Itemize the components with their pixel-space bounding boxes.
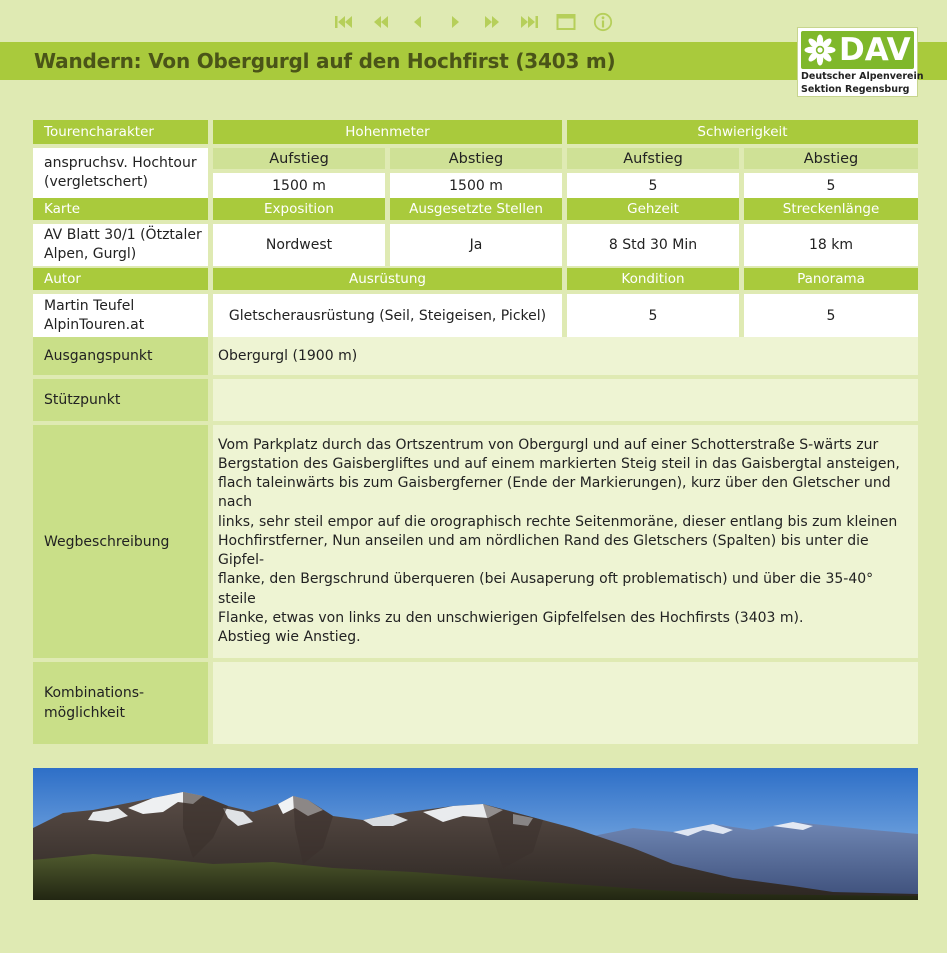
route-description: [218, 436, 910, 647]
header-streckenlaenge: Streckenlänge: [744, 198, 918, 220]
value-hm-abstieg: 1500 m: [390, 173, 562, 198]
header-gehzeit: Gehzeit: [567, 198, 739, 220]
value-tourencharakter-line-2: (vergletschert): [44, 174, 148, 190]
subheader-sw-abstieg: Abstieg: [744, 148, 918, 169]
value-tourencharakter: [33, 148, 208, 198]
header-karte: Karte: [33, 198, 208, 220]
value-streckenlaenge: 18 km: [744, 224, 918, 266]
value-exposition: Nordwest: [213, 224, 385, 266]
next-section-button[interactable]: [474, 8, 511, 36]
route-line: Vom Parkplatz durch das Ortszentrum von Obergurgl und auf einer Schotterstraße S-wärts zur: [218, 436, 879, 453]
last-page-button[interactable]: [511, 8, 548, 36]
value-gehzeit: 8 Std 30 Min: [567, 224, 739, 266]
header-autor: Autor: [33, 268, 208, 290]
value-hm-aufstieg: 1500 m: [213, 173, 385, 198]
prev-section-button[interactable]: [363, 8, 400, 36]
window-icon: [556, 13, 576, 31]
value-ausruestung: Gletscherausrüstung (Seil, Steigeisen, Pickel): [213, 294, 562, 337]
page-title: Wandern: Von Obergurgl auf den Hochfirst (3403 m): [34, 49, 616, 73]
route-line: Abstieg wie Anstieg.: [218, 628, 361, 645]
value-wegbeschreibung: [213, 425, 918, 658]
label-stuetzpunkt: Stützpunkt: [33, 379, 208, 421]
header-hohenmeter: Hohenmeter: [213, 120, 562, 144]
next-page-button[interactable]: [437, 8, 474, 36]
value-panorama: 5: [744, 294, 918, 337]
header-exposition: Exposition: [213, 198, 385, 220]
route-line: flach taleinwärts bis zum Gaisbergferner (Ende der Markierungen), kurz über den Gletscher und nach: [218, 475, 891, 511]
first-page-button[interactable]: [326, 8, 363, 36]
value-ausgangspunkt: Obergurgl (1900 m): [213, 337, 918, 375]
value-kombination: [213, 662, 918, 744]
fast-forward-icon: [483, 14, 501, 30]
label-kombination: [33, 662, 208, 744]
dav-logo: [797, 27, 924, 97]
next-icon: [449, 14, 461, 30]
mountain-panorama-image: [33, 768, 918, 900]
info-icon: [593, 12, 613, 32]
logo-line-2: Sektion Regensburg: [801, 84, 910, 95]
value-karte-line-2: Alpen, Gurgl): [44, 246, 137, 262]
route-line: links, sehr steil empor auf die orographisch rechte Seitenmoräne, dieser entlang bis zum kleinen: [218, 513, 898, 530]
value-sw-abstieg: 5: [744, 173, 918, 198]
info-button[interactable]: [585, 8, 622, 36]
header-panorama: Panorama: [744, 268, 918, 290]
value-tourencharakter-line-1: anspruchsv. Hochtour: [44, 155, 197, 171]
subheader-hm-abstieg: Abstieg: [390, 148, 562, 169]
logo-line-1: Deutscher Alpenverein: [801, 71, 924, 82]
header-tourencharakter: Tourencharakter: [33, 120, 208, 144]
logo-badge: [801, 31, 914, 69]
value-karte-line-1: AV Blatt 30/1 (Ötztaler: [44, 227, 202, 243]
edelweiss-icon: [804, 34, 836, 66]
prev-icon: [412, 14, 424, 30]
value-autor-line-2: AlpinTouren.at: [44, 316, 145, 333]
route-line: flanke, den Bergschrund überqueren (bei Ausaperung oft problematisch) und über die 35-40° steile: [218, 571, 874, 607]
subheader-sw-aufstieg: Aufstieg: [567, 148, 739, 169]
label-kombination-line-2: möglichkeit: [44, 705, 126, 721]
value-karte: [33, 224, 208, 266]
label-wegbeschreibung: Wegbeschreibung: [33, 425, 208, 658]
label-kombination-line-1: Kombinations-: [44, 685, 145, 701]
fullscreen-button[interactable]: [548, 8, 585, 36]
value-sw-aufstieg: 5: [567, 173, 739, 198]
value-stuetzpunkt: [213, 379, 918, 421]
panorama-illustration: [33, 768, 918, 900]
value-ausgesetzte: Ja: [390, 224, 562, 266]
route-line: Flanke, etwas von links zu den unschwierigen Gipfelfelsen des Hochfirsts (3403 m).: [218, 609, 804, 626]
route-line: Bergstation des Gaisbergliftes und auf einem markierten Steig steil in das Gaisbergtal ansteigen,: [218, 456, 900, 473]
header-kondition: Kondition: [567, 268, 739, 290]
value-autor-line-1: Martin Teufel: [44, 297, 135, 314]
prev-page-button[interactable]: [400, 8, 437, 36]
label-ausgangspunkt: Ausgangspunkt: [33, 337, 208, 375]
value-autor: [33, 294, 208, 337]
skip-last-icon: [519, 14, 539, 30]
header-ausruestung: Ausrüstung: [213, 268, 562, 290]
value-kondition: 5: [567, 294, 739, 337]
skip-first-icon: [334, 14, 354, 30]
subheader-hm-aufstieg: Aufstieg: [213, 148, 385, 169]
header-schwierigkeit: Schwierigkeit: [567, 120, 918, 144]
logo-text: DAV: [839, 32, 911, 68]
rewind-icon: [372, 14, 390, 30]
route-line: Hochfirstferner, Nun anseilen und am nördlichen Rand des Gletschers (Spalten) bis unter die Gipfel-: [218, 532, 869, 569]
header-ausgesetzte: Ausgesetzte Stellen: [390, 198, 562, 220]
